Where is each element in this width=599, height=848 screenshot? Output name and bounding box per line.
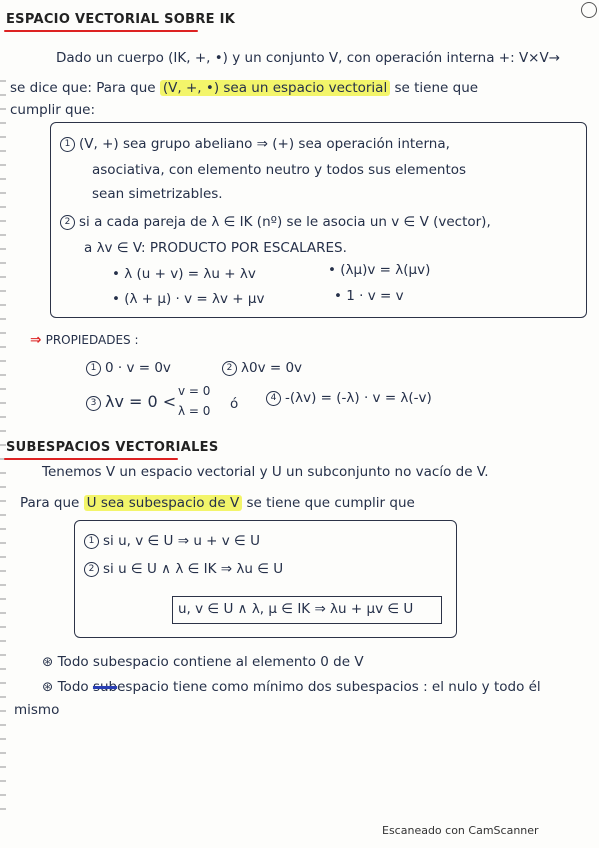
heading-espacio-vectorial: ESPACIO VECTORIAL SOBRE IK bbox=[6, 12, 236, 27]
property-associative-scalar: • (λμ)v = λ(μv) bbox=[328, 262, 431, 278]
axiom-2-text: si a cada pareja de λ ∈ IK (nº) se le asocia un v ∈ V (vector), bbox=[79, 214, 491, 230]
subspace-condition-1-text: si u, v ∈ U ⇒ u + v ∈ U bbox=[103, 533, 260, 549]
heading-2-underline bbox=[4, 458, 178, 460]
intro-text: se dice que: Para que bbox=[10, 80, 156, 96]
red-arrow-icon: ⇒ bbox=[30, 332, 42, 348]
propiedad-3-or: ó bbox=[230, 396, 239, 412]
heading-underline bbox=[4, 30, 198, 32]
intro-text-end: se tiene que bbox=[394, 80, 479, 96]
intro-line-2 bbox=[10, 80, 478, 96]
page-corner-mark bbox=[581, 2, 597, 18]
number-circle: 1 bbox=[86, 361, 101, 376]
axiom-2-line-1 bbox=[60, 214, 491, 230]
propiedad-3 bbox=[86, 392, 176, 411]
number-circle: 2 bbox=[60, 215, 75, 230]
note-2 bbox=[42, 679, 541, 695]
subspace-condition-1 bbox=[84, 533, 260, 549]
propiedades-title-line bbox=[30, 332, 139, 348]
number-circle: 4 bbox=[266, 391, 281, 406]
axiom-2-line-2: a λv ∈ V: PRODUCTO POR ESCALARES. bbox=[84, 240, 347, 256]
propiedad-3-case-a: v = 0 bbox=[178, 384, 211, 398]
propiedad-4-text: -(λv) = (-λ) · v = λ(-v) bbox=[285, 390, 432, 406]
propiedades-title: PROPIEDADES : bbox=[45, 333, 139, 347]
sub-intro-line: Tenemos V un espacio vectorial y U un subconjunto no vacío de V. bbox=[42, 464, 489, 480]
axiom-1-line-3: sean simetrizables. bbox=[92, 186, 223, 202]
subspace-condition-2-text: si u ∈ U ∧ λ ∈ IK ⇒ λu ∈ U bbox=[103, 561, 284, 577]
sub-condition-line bbox=[20, 495, 415, 511]
property-distributive-scalar: • (λ + μ) · v = λv + μv bbox=[112, 291, 265, 307]
propiedad-3-case-b: λ = 0 bbox=[178, 404, 211, 418]
property-identity: • 1 · v = v bbox=[334, 288, 404, 304]
combined-condition: u, v ∈ U ∧ λ, μ ∈ IK ⇒ λu + μv ∈ U bbox=[178, 601, 414, 617]
number-circle: 3 bbox=[86, 396, 101, 411]
propiedad-4 bbox=[266, 390, 432, 406]
sub-text-end: se tiene que cumplir que bbox=[246, 495, 415, 511]
note-2-crossed-out: sub bbox=[92, 679, 118, 695]
axiom-1-line-2: asociativa, con elemento neutro y todos sus elementos bbox=[92, 162, 467, 178]
note-2-start: ⊛ Todo bbox=[42, 679, 89, 695]
subspace-condition-2 bbox=[84, 561, 283, 577]
highlighted-subspace: U sea subespacio de V bbox=[84, 495, 243, 511]
note-2-continuation: mismo bbox=[14, 702, 60, 718]
number-circle: 2 bbox=[84, 562, 99, 577]
note-1: ⊛ Todo subespacio contiene al elemento 0 de V bbox=[42, 654, 364, 670]
axiom-1-text: (V, +) sea grupo abeliano ⇒ (+) sea operación interna, bbox=[79, 136, 450, 152]
axiom-1-line-1 bbox=[60, 136, 450, 152]
highlighted-definition: (V, +, •) sea un espacio vectorial bbox=[160, 80, 390, 96]
note-2-end: espacio tiene como mínimo dos subespacios : el nulo y todo él bbox=[117, 679, 541, 695]
sub-text: Para que bbox=[20, 495, 80, 511]
scanner-footer: Escaneado con CamScanner bbox=[382, 824, 539, 837]
number-circle: 1 bbox=[84, 534, 99, 549]
propiedad-2-text: λ0v = 0v bbox=[241, 360, 303, 376]
propiedad-2 bbox=[222, 360, 302, 376]
intro-line-3: cumplir que: bbox=[10, 102, 96, 118]
propiedad-3-text: λv = 0 < bbox=[105, 392, 177, 411]
propiedad-1 bbox=[86, 360, 171, 376]
propiedad-1-text: 0 · v = 0v bbox=[105, 360, 171, 376]
property-distributive-vector: • λ (u + v) = λu + λv bbox=[112, 266, 256, 282]
heading-subespacios: SUBESPACIOS VECTORIALES bbox=[6, 440, 219, 455]
intro-line-1: Dado un cuerpo (IK, +, •) y un conjunto V, con operación interna +: V×V→ bbox=[56, 50, 561, 66]
number-circle: 1 bbox=[60, 137, 75, 152]
number-circle: 2 bbox=[222, 361, 237, 376]
